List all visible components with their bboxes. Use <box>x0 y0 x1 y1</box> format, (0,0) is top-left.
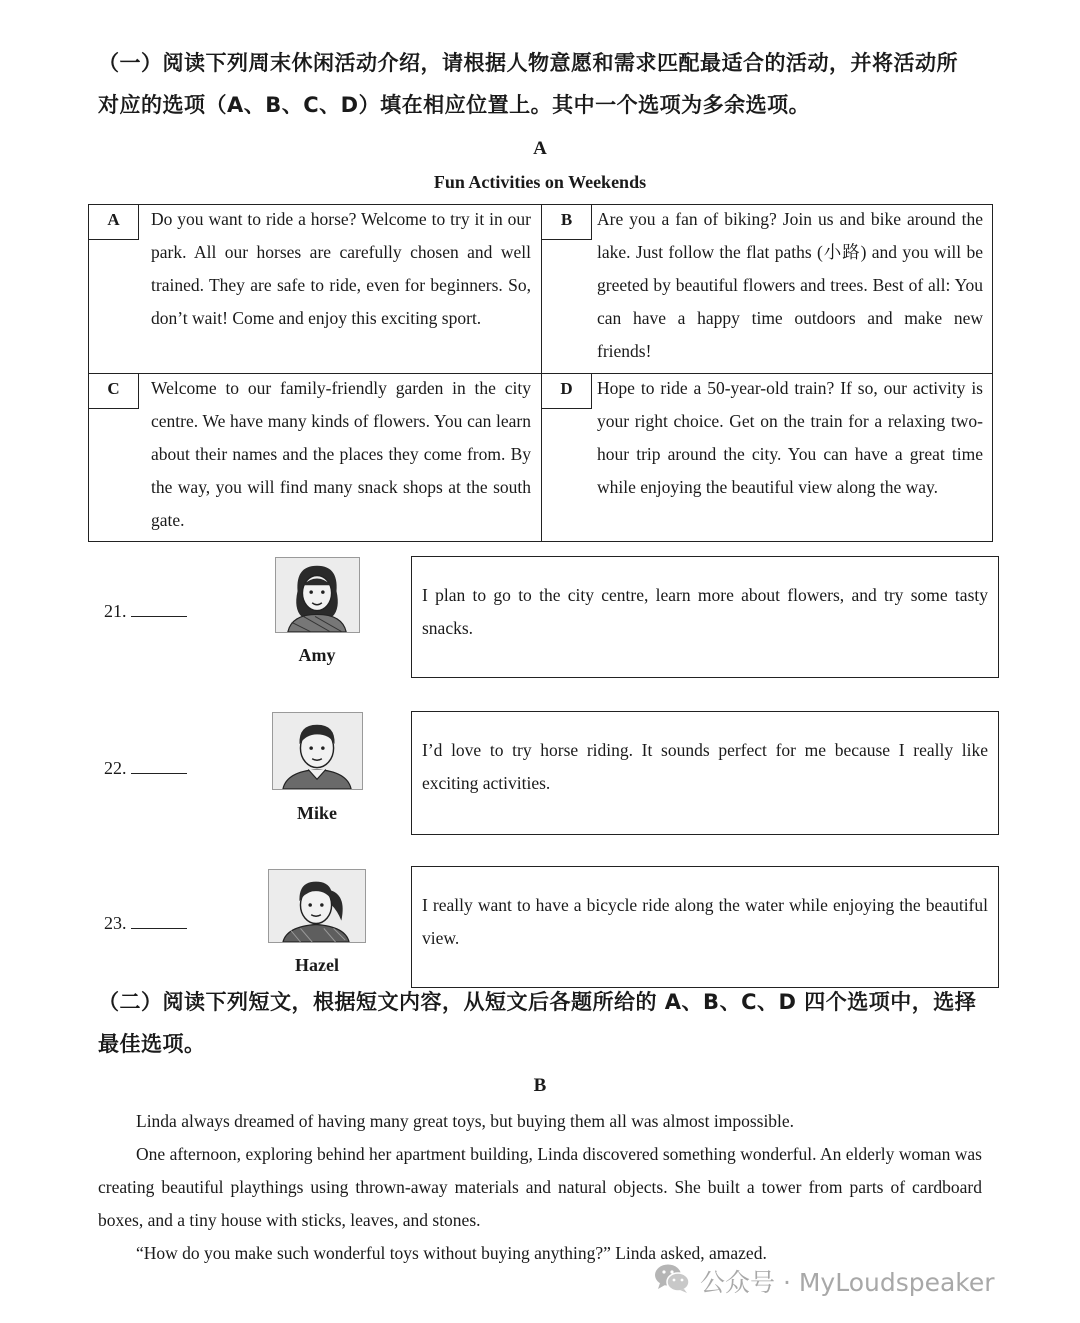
passage-b-paragraph-2: One afternoon, exploring behind her apartment building, Linda discovered something wonderful. An elderly woman was creating beautiful playthings using thrown-away materials and natural objects. She built a tower from parts of cardboard boxes, and a tiny house with sticks, leaves, and stones. <box>98 1144 982 1230</box>
section1-instruction-line1: （一）阅读下列周末休闲活动介绍，请根据人物意愿和需求匹配最适合的活动，并将活动所 <box>98 51 958 75</box>
activity-c-letter: C <box>89 374 139 409</box>
girl-portrait-icon <box>275 557 360 633</box>
watermark <box>652 1264 995 1298</box>
section2-instruction-line1: （二）阅读下列短文，根据短文内容，从短文后各题所给的 A、B、C、D 四个选项中，选择 <box>98 990 977 1014</box>
question-21-speech-box: I plan to go to the city centre, learn more about flowers, and try some tasty snacks. <box>411 556 999 678</box>
boy-portrait-icon <box>272 712 363 790</box>
question-22-speech-box: I’d love to try horse riding. It sounds perfect for me because I really like exciting activities. <box>411 711 999 835</box>
activity-b-text: Are you a fan of biking? Join us and bike around the lake. Just follow the flat paths (小路) and you will be greeted by beautiful flowers and trees. Best of all: You can have a happy time outdoors and make new friends! <box>597 209 983 361</box>
activity-d-text: Hope to ride a 50-year-old train? If so, our activity is your right choice. Get on the train for a relaxing two-hour trip around the city. You can have a great time while enjoying the beautiful view along the way. <box>597 378 983 497</box>
watermark-text: 公众号 · MyLoudspeaker <box>700 1268 995 1297</box>
activity-d-letter: D <box>542 374 592 409</box>
answer-blank-23[interactable] <box>131 912 187 929</box>
activity-a-letter: A <box>89 205 139 240</box>
question-21-number: 21. <box>104 600 187 622</box>
activity-a-text: Do you want to ride a horse? Welcome to try it in our park. All our horses are carefully chosen and well trained. They are safe to ride, even for beginners. So, don’t wait! Come and enjoy this exciting sport. <box>151 209 531 328</box>
activity-b-letter: B <box>542 205 592 240</box>
question-21-name: Amy <box>298 645 336 665</box>
passage-b-paragraph-1: Linda always dreamed of having many great toys, but buying them all was almost impossible. <box>136 1111 795 1131</box>
wechat-icon <box>652 1261 692 1301</box>
section1-instruction-line2: 对应的选项（A、B、C、D）填在相应位置上。其中一个选项为多余选项。 <box>98 93 811 117</box>
girl-ponytail-portrait-icon <box>268 869 366 943</box>
answer-blank-22[interactable] <box>131 757 187 774</box>
activity-c-text: Welcome to our family-friendly garden in the city centre. We have many kinds of flowers. You can learn about their names and the places they come from. By the way, you will find many snack shops at the south gate. <box>151 378 531 530</box>
question-23-name: Hazel <box>295 955 339 975</box>
question-22-number: 22. <box>104 757 187 779</box>
activities-table <box>88 204 993 542</box>
passage-a-letter: A <box>533 138 547 159</box>
passage-b-letter: B <box>533 1075 547 1096</box>
question-22-name: Mike <box>297 803 337 823</box>
question-23-speech-box: I really want to have a bicycle ride along the water while enjoying the beautiful view. <box>411 866 999 988</box>
passage-b-paragraph-3: “How do you make such wonderful toys without buying anything?” Linda asked, amazed. <box>136 1243 767 1263</box>
question-23-number: 23. <box>104 912 187 934</box>
table-title: Fun Activities on Weekends <box>433 172 647 192</box>
section2-instruction-line2: 最佳选项。 <box>98 1032 206 1056</box>
answer-blank-21[interactable] <box>131 600 187 617</box>
